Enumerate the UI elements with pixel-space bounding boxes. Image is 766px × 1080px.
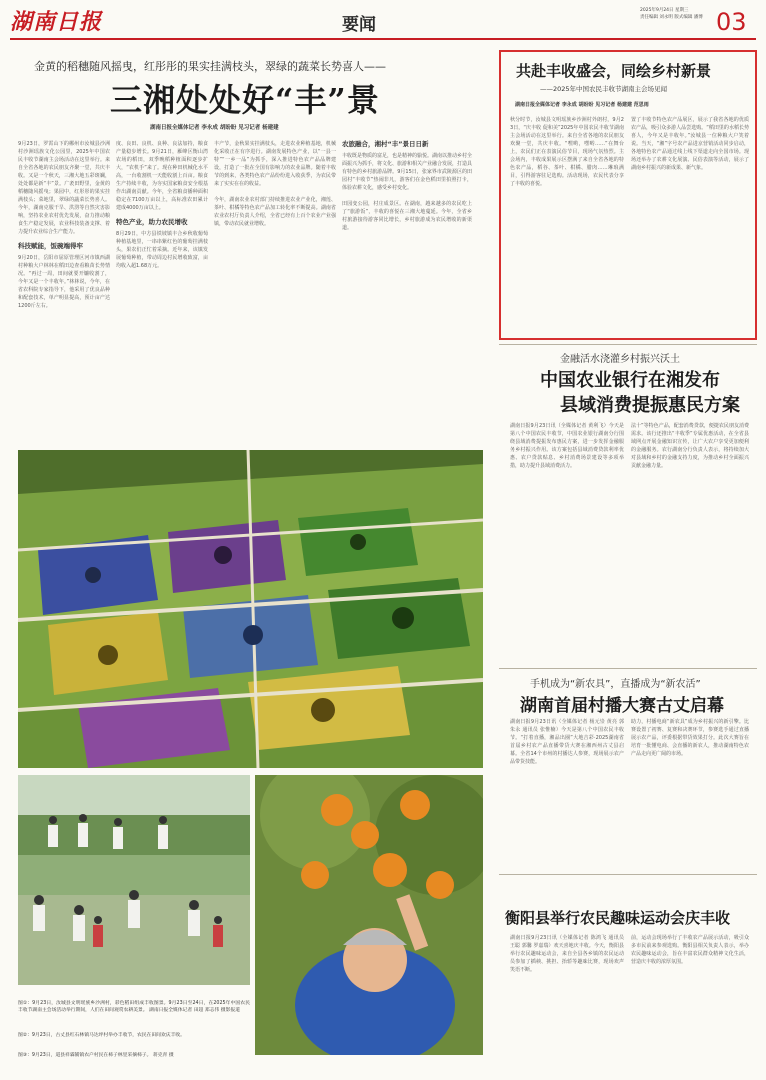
lead-subhead-1: 科技赋能，饭碗端得牢 [18,242,83,250]
hengyang-headline: 衡阳县举行农民趣味运动会庆丰收 [505,909,731,927]
lead-subhead-2: 特色产业，助力农民增收 [116,218,188,226]
abc-col-2: 法十”等特色产品，配套消费贷款，便捷农民朋友消费需求。该行还推出“丰收季”专属优惠活动，在全省县域网点开展金融知识宣传，让广大农户享受更加便利的金融服务。农行湖南分行负责人表示，将持续加大对县域和乡村的金融支持力度，为推动乡村全面振兴贡献金融力量。 [631,423,749,469]
lead-byline: 湖南日报全媒体记者 李永成 胡盼盼 见习记者 杨建建 [150,125,279,131]
photo-rice-field-art [18,450,483,768]
lead-headline: 三湘处处好“丰”景 [110,81,380,119]
lead-col-1: 9月23日，罗霄山下的郴州市汝城县沙洲村沙洲瑶族文化公园里，2025年中国农民丰收节湖南主会场活动在这里举行。来自全省各地的农民朋友齐聚一堂，共庆丰收。又是一个秋天，三湘大地五彩斑斓，处处都是新“丰”景。广袤田野里，金黄的稻穗随风摇曳；果园中，红彤彤的果实挂满枝头；菜地里，翠绿的蔬菜长势喜人。今年，湖南克服干旱、洪涝等自然灾害影响，坚持农业农村优先发展，奋力推动粮食生产稳定发展，农业科技装备支撑、着力提升农业综合生产能力。 科技赋能，饭碗端得牢 9月20日，岳阳市屈原管理区河市镇西湖村种粮大户林林在稻田边查看粮苗长势情况。“再过一周，田间就要开镰收割了，今年又是一个丰收年。”林林说，今年，在省农科院专家指导下，他采用了优良品种和配套技术，单产明显提高，预计亩产达1200斤左右。 [18,141,110,309]
masthead-logo: 湖南日报 [10,9,103,35]
livestream-col-2: 助力，村播电商“新农具”成为乡村振兴的新引擎。比赛设置了初赛、复赛和决赛环节，参赛选手通过直播展示农产品，评委根据带货效果打分。此次大赛旨在培育一批懂电商、会直播的新农人，推动湖南特色农产品走向更广阔的市场。 [631,719,749,757]
livestream-col-1: 湖南日报9月23日讯（全媒体记者 杨元崇 黄亮 郭朱永 通讯员 张惟楠）今天是第八个中国农民丰收节。“打着直播，湘品出圈”大地吉彩·2025湖南省首届乡村农产品直播带货大赛在湘西州古丈县启幕。全省14个市州的村播达人参赛，现场展示农产品带货技能。 [510,719,624,765]
abc-col-1: 湖南日报9月23日讯（全媒体记者 黄利飞）今天是第八个中国农民丰收节，中国农业银行湖南分行围绕县域消费提振发布惠民方案，进一步发挥金融服务乡村振兴作用。该方案包括县域消费贷款利率优惠、农户贷款贴息、乡村消费场景建设等多项举措，助力提升县域消费活力。 [510,423,624,469]
divider-abc [499,344,757,345]
photo-farmers-field [18,775,250,985]
livestream-kicker: 手机成为“新农具”，直播成为“新农活” [530,679,701,690]
photo-persimmon-harvest [255,775,483,1055]
farmers-field-illustration [18,775,250,985]
feature-headline: 共赴丰收盛会，同绘乡村新景 [516,62,712,80]
masthead-rule [10,38,756,40]
abc-kicker: 金融活水浇灌乡村振兴沃土 [560,354,680,365]
hengyang-col-1: 湖南日报9月23日讯（全媒体记者 陈鸿飞 通讯员 王聪 郭馨 罗嘉瑞）欢天喜地庆丰收。今天，衡阳县举行农民趣味运动会，来自全县各乡镇的农民运动员参加了插秧、挑担、抬轿等趣味比赛，现场欢声笑语不断。 [510,935,624,973]
feature-col-2: 置了丰收节特色农产品展区，展示了我省各地的优质农产品，吸引众多游人品尝选购。“稻田里的水稻长势喜人，今年又是丰收年。”汝城县一位种粮大户笑着说。当天，“湘”字号农产品进京营销活动同步启动，各地特色农产品通过线上线下渠道走向全国市场。现场还举办了农耕文化展演、民俗表演等活动，展示了湖南乡村振兴的新成果、新气象。 [631,117,749,171]
lead-subhead-3: 农旅融合，湘村“丰”景日日新 [342,140,429,148]
livestream-headline: 湖南首届村播大赛古丈启幕 [520,696,724,716]
caption-2: 图②：9月23日，古丈县红石林镇马达坪村举办丰收节，农民在田间欢庆丰收。 [18,1033,185,1038]
lead-col-3: 丰产节，金秋果实挂满枝头，走进农业种植基地，机械化采收正在有序进行。湖南发展特色产业，以“一县一特”“一乡一品”为抓手，深入推进特色农产品品牌建设，打造了一批在全国有影响力的农业品牌。随着丰收节的到来，各类特色农产品纷纷进入收获季，为农民带来了实实在在的收益。 今年，湖南农业农村部门持续推进农业产业化，湘莲、茶叶、柑橘等特色农产品加工转化率不断提高。湖南省农业农村厅负责人介绍，全省已经有上百个农业产业强镇，带动农民就业增收。 [214,141,336,227]
issue-date: 2025年9月24日 星期三 [640,8,689,13]
caption-1: 图①：9月23日，汝城县文明瑶族乡沙洲村，彩色稻田组成丰收图景。9月23日至24日，在2025年中国农民丰收节湖南主会场活动举行期间，人们在田间观赏农耕美景。 湖南日报全媒体记者 田超 郑志伟 摄影报道 [18,1001,250,1013]
lead-col-2: 度、良田、良机、良种、良法加持，粮食产量稳步增长。9月21日，雁峰区衡山湾农场的稻田，双季晚稻种植面积逐步扩大，“农机手”来了。现在种田机械化水平高，一台收割机一天能收割上百亩。粮食生产持续丰收，为夯实国家粮食安全根基作出湖南贡献。今年，全省粮食播种面积稳定在7100万亩以上，高标准农田累计建成4000万亩以上。 特色产业，助力农民增收 8月29日，中方县铁坡镇丰合乡秋收葡萄种植基地里，一串串紫红色的葡萄挂满枝头，果农们正忙着采摘。近年来，该镇发展葡萄种植，带动周边村民增收致富，亩均收入超1.68万元。 [116,141,208,269]
abc-headline-2: 县域消费提振惠民方案 [560,395,740,416]
divider-hengyang [499,874,757,875]
rice-field-illustration [18,450,483,768]
feature-subtitle: ——2025年中国农民丰收节湖南主会场见闻 [540,85,668,93]
hengyang-col-2: 前，运动会现场举行了丰收农产品展示活动，吸引众多市民前来参观选购。衡阳县相关负责人表示，举办农民趣味运动会，旨在丰富农民群众精神文化生活，营造庆丰收的浓厚氛围。 [631,935,749,965]
caption-3: 图③：9月23日，道县祥霖铺镇农户村民在柿子林里采摘柿子。 蒋克青 摄 [18,1053,174,1058]
page-number: 03 [716,8,747,36]
section-title: 要闻 [342,15,376,35]
lead-col-4: 农旅融合，湘村“丰”景日日新 丰收既是物质的富足，也是精神的愉悦。湖南以推动乡村全面振兴为抓手，将文化、旅游和相关产业融合发展，打造具有特色的乡村旅游品牌。9月15日，张家界市武陵源区的田园村“丰收节”热闹非凡，游客们在金色稻田里拍照打卡，体验农耕文化，感受乡村变化。 田园变公园，村庄成景区。在湖南，越来越多的农民吃上了“旅游饭”，丰收的喜悦在三湘大地蔓延。今年，全省乡村旅游接待游客同比增长，乡村旅游成为农民增收的新渠道。 [342,140,472,231]
page-editors: 责任编辑 刘永明 版式编辑 潘博 [640,15,703,20]
divider-livestream [499,668,757,669]
feature-col-1: 秋分时节，汝城县文明瑶族乡沙洲村外朗村，9月23日，“庆丰收 促和美”2025年中国农民丰收节湖南主会场活动在这里举行。来自全省各地的农民朋友欢聚一堂，共庆丰收。“嘿哟，嘿哟……”在舞台上，农民们正在表演民俗节目，现场气氛热烈。主会场内，丰收成果展示区摆满了来自全省各地的特色农产品，稻谷、茶叶、柑橘、腊肉……琳琅满目，引得游客驻足选购。活动现场，农民代表分享了丰收的喜悦。 [510,117,624,187]
feature-byline: 湖南日报全媒体记者 李永成 胡盼盼 见习记者 杨建建 范思雨 [515,102,649,108]
lead-kicker: 金黄的稻穗随风摇曳，红彤彤的果实挂满枝头，翠绿的蔬菜长势喜人—— [34,60,386,73]
persimmon-illustration [255,775,483,1055]
abc-headline-1: 中国农业银行在湘发布 [540,370,720,391]
